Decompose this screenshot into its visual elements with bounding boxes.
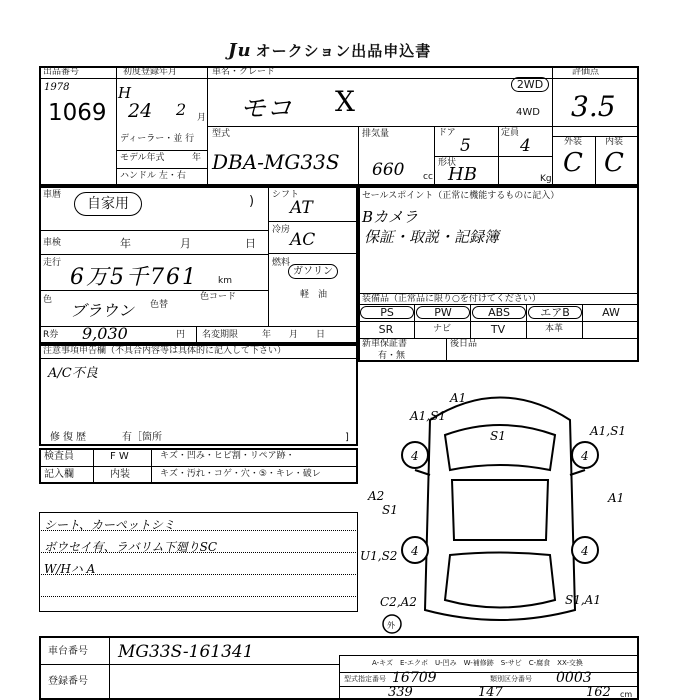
entry-label: 記入欄 <box>44 469 74 480</box>
remarks-line-1: シート、カーペットシミ <box>44 518 175 532</box>
notice-frame <box>39 344 358 446</box>
mark-9: C2,A2 <box>380 595 417 609</box>
int-grade: C <box>604 148 624 178</box>
name-change-date: 年 月 日 <box>262 330 326 340</box>
history-label: 車暦 <box>43 190 62 200</box>
reg-year: 24 <box>128 100 153 122</box>
ext-codes: キズ・凹み・ヒビ割・リペア跡・ <box>160 451 295 461</box>
mark-10: S1,A1 <box>565 593 601 607</box>
spec1-label: 型式指定番号 <box>344 675 386 683</box>
rating-value: 3.5 <box>571 90 616 123</box>
equip-aw: AW <box>602 306 620 319</box>
mileage-value: 6万5千761 <box>70 265 198 290</box>
shape-label: 形状 <box>438 158 457 168</box>
legend: A-キズ E-エクボ U-凹み W-補修跡 S-サビ C-腐食 XX-交換 <box>372 659 583 667</box>
displacement-value: 660 <box>372 160 405 180</box>
form-title <box>228 40 431 61</box>
newcar-label: 新車保証書 <box>362 339 408 349</box>
model-year-unit: 年 <box>192 153 202 163</box>
lot-no-label: 出品番号 <box>43 67 80 77</box>
ext-grade-label: 外装 <box>564 137 583 147</box>
equip-ps: PS <box>360 306 414 319</box>
int-codes: キズ・汚れ・コゲ・穴・⑤・キレ・破レ <box>160 469 321 479</box>
equip-sr: SR <box>378 323 394 336</box>
era: H <box>118 84 132 102</box>
cc-unit: cc <box>423 172 433 182</box>
ext-grade: C <box>563 148 583 178</box>
displacement-label: 排気量 <box>362 129 390 139</box>
spec1-value: 16709 <box>392 670 437 686</box>
sales-label: セールスポイント（正常に機能するものに記入） <box>362 191 560 201</box>
color-change-label: 色替 <box>150 300 169 310</box>
r-label: R券 <box>43 330 59 340</box>
notice-label: 注意事項申告欄（不具合内容等は具体的に記入して下さい） <box>43 346 287 356</box>
rating-label: 評価点 <box>572 67 600 77</box>
r-value: 9,030 <box>82 324 128 343</box>
equip-tv: TV <box>490 323 506 336</box>
ac-value: AC <box>290 230 316 250</box>
inspect-month: 月 <box>180 237 191 250</box>
spec2-value: 0003 <box>556 670 592 686</box>
color-code-label: 色コード <box>200 292 237 302</box>
type-label: 型式 <box>212 129 231 139</box>
repair-label: 修復歴 <box>50 432 89 443</box>
chassis-label: 車台番号 <box>48 646 88 657</box>
mark-1: A1 <box>450 391 467 405</box>
doors-value: 5 <box>460 136 471 156</box>
width-value: 147 <box>478 685 503 700</box>
mark-7: A1 <box>608 491 625 505</box>
notice-value: A/C不良 <box>48 366 98 381</box>
inspect-day: 日 <box>245 237 256 250</box>
sales-line-1: Bカメラ <box>362 208 419 226</box>
mark-4: A1,S1 <box>590 424 626 438</box>
mileage-label: 走行 <box>43 258 62 268</box>
inspect-year: 年 <box>120 237 131 250</box>
form-title-text: オークション出品申込書 <box>255 42 432 60</box>
capacity-label: 定員 <box>501 128 520 138</box>
km-unit: km <box>218 276 232 286</box>
dealer-label: ディーラー・並 行 <box>120 134 195 144</box>
year-handwritten: 1978 <box>44 82 70 93</box>
capacity-value: 4 <box>520 136 531 156</box>
inspect-label: 車検 <box>43 238 62 248</box>
month-unit: 月 <box>197 113 207 123</box>
doors-label: ドア <box>438 128 456 138</box>
fuel-label: 燃料 <box>272 258 291 268</box>
newcar-value: 有・無 <box>378 351 406 361</box>
mark-8: U1,S2 <box>360 549 398 563</box>
lot-number: 1069 <box>48 100 107 126</box>
kg-unit: Kg <box>540 174 552 184</box>
int-grade-label: 内装 <box>605 137 624 147</box>
fw-label: F W <box>110 451 129 462</box>
tire-fl: 4 <box>411 449 419 463</box>
length-value: 339 <box>388 685 413 700</box>
shift-label: シフト <box>272 190 300 200</box>
car-name: モコ <box>240 94 293 124</box>
name-change-label: 名変期限 <box>202 330 239 340</box>
interior-label: 内装 <box>110 469 130 480</box>
car-name-label: 車名・グレード <box>212 67 276 77</box>
tire-fr: 4 <box>581 449 589 463</box>
mark-6: S1 <box>382 503 398 517</box>
ju-logo: Ju <box>228 40 252 61</box>
handle-label: ハンドル 左・右 <box>120 171 186 181</box>
grade: X <box>335 85 355 118</box>
type-value: DBA-MG33S <box>212 150 340 174</box>
equip-airbag: エアB <box>528 306 582 319</box>
history-value: 自家用 <box>74 192 142 216</box>
color-value: ブラウン <box>70 301 135 320</box>
spare-mark: 外 <box>387 621 395 630</box>
spec2-label: 類別区分番号 <box>490 675 532 683</box>
mark-3: S1 <box>490 429 506 443</box>
history-paren-close: ) <box>249 194 255 209</box>
repair-value: 有［箇所 <box>122 432 162 443</box>
sales-line-2: 保証・取説・記録簿 <box>364 228 500 246</box>
equip-label: 装備品（正常品に限り○を付けてください） <box>362 294 541 304</box>
height-value: 162 <box>586 685 611 700</box>
remarks-line-2: ボウセイ有、ラバリム下廻りSC <box>44 540 218 554</box>
mark-2: A1,S1 <box>410 409 446 423</box>
equip-leather: 本革 <box>544 324 563 334</box>
repair-close: ] <box>345 432 349 443</box>
equip-pw: PW <box>416 306 470 319</box>
color-label: 色 <box>43 295 53 305</box>
drive-2wd: 2WD <box>511 77 549 92</box>
remarks-line-3: W/Hハ A <box>44 562 96 576</box>
equip-navi: ナビ <box>432 324 451 334</box>
check-label: 検査員 <box>44 451 74 462</box>
reg-month: 2 <box>176 100 187 119</box>
tire-rr: 4 <box>581 544 589 558</box>
ac-label: 冷房 <box>272 225 291 235</box>
equip-abs: ABS <box>472 306 526 319</box>
later-label: 後日品 <box>450 339 478 349</box>
car-damage-diagram <box>360 380 640 640</box>
yen-unit: 円 <box>176 330 186 340</box>
diesel-label: 軽 油 <box>300 290 328 300</box>
shift-value: AT <box>290 198 313 218</box>
tire-rl: 4 <box>411 544 419 558</box>
shape-value: HB <box>448 164 477 185</box>
drive-4wd: 4WD <box>516 107 540 118</box>
chassis-value: MG33S-161341 <box>118 642 254 662</box>
model-year-label: モデル年式 <box>120 153 165 163</box>
first-reg-label: 初度登録年月 <box>123 67 178 77</box>
reg-label: 登録番号 <box>48 676 88 687</box>
mark-5: A2 <box>368 489 385 503</box>
fuel-value: ガソリン <box>288 264 338 279</box>
cm-unit: cm <box>620 690 633 699</box>
